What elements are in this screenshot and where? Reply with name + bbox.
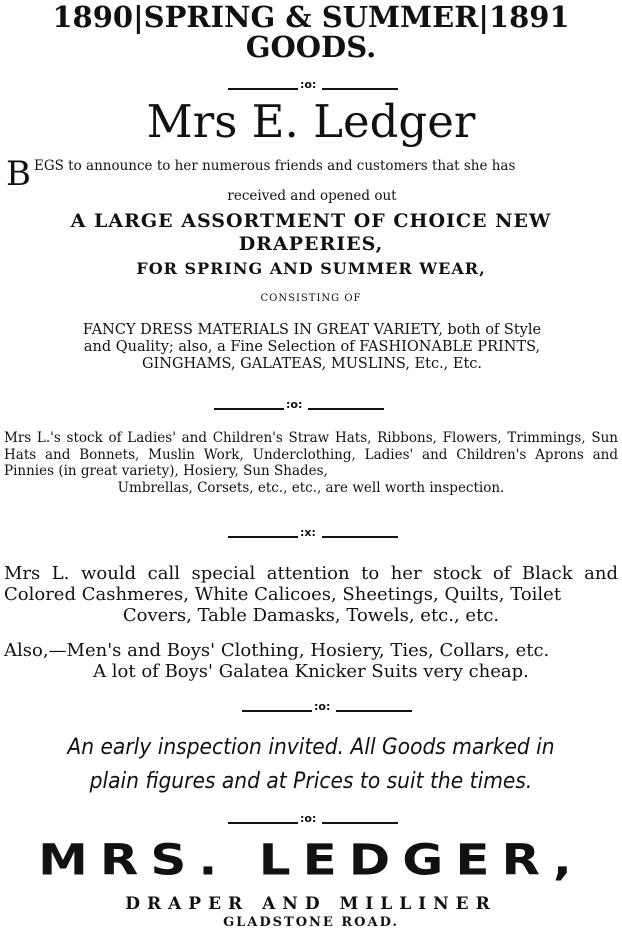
divider-rule bbox=[228, 526, 398, 542]
footer-address: GLADSTONE ROAD. bbox=[223, 915, 399, 930]
attention-body: Mrs L. would call special attention to her stock of Black and Colored Cashmeres, White Calicoes, Sheetings, Quilts, Toilet bbox=[4, 563, 618, 605]
stock-paragraph bbox=[4, 430, 618, 496]
footer-name: MRS. LEDGER, bbox=[38, 835, 584, 885]
header-season: 1890|SPRING & SUMMER|1891 bbox=[52, 0, 570, 34]
divider-rule bbox=[242, 700, 412, 716]
inspection-line-1: An early inspection invited. All Goods marked in bbox=[67, 735, 555, 760]
header-goods: GOODS. bbox=[245, 30, 377, 64]
divider-mark: :o: bbox=[286, 398, 303, 411]
proprietor-name: Mrs E. Ledger bbox=[146, 95, 476, 148]
materials-line-3: GINGHAMS, GALATEAS, MUSLINS, Etc., Etc. bbox=[141, 356, 483, 372]
inspection-line-2: plain figures and at Prices to suit the times. bbox=[89, 769, 533, 794]
attention-last-line: Covers, Table Damasks, Towels, etc., etc. bbox=[122, 605, 500, 626]
also-paragraph bbox=[4, 640, 618, 682]
divider-rule bbox=[228, 812, 398, 828]
divider-rule bbox=[214, 398, 384, 414]
divider-mark: :o: bbox=[300, 812, 317, 825]
divider-mark: :x: bbox=[300, 526, 316, 539]
intro-line-2: received and opened out bbox=[227, 188, 397, 204]
drop-cap: B bbox=[6, 154, 31, 194]
materials-line-2: and Quality; also, a Fine Selection of FASHIONABLE PRINTS, bbox=[83, 339, 541, 355]
materials-line-1: FANCY DRESS MATERIALS IN GREAT VARIETY, both of Style bbox=[82, 322, 542, 338]
inspection-notice bbox=[29, 731, 594, 799]
headline-draperies: DRAPERIES, bbox=[238, 233, 384, 255]
intro-paragraph bbox=[6, 154, 618, 204]
divider-mark: :o: bbox=[300, 78, 317, 91]
divider-rule bbox=[228, 78, 398, 94]
attention-paragraph bbox=[4, 563, 618, 626]
materials-paragraph bbox=[8, 322, 616, 373]
intro-line-1: EGS to announce to her numerous friends and customers that she has bbox=[34, 158, 516, 174]
stock-body: Mrs L.'s stock of Ladies' and Children's Straw Hats, Ribbons, Flowers, Trimmings, Sun Hats and Bonnets, Muslin Work, Underclothing, Ladies' and Children's Aprons and Pinnies (in great variety), Hosiery, Sun Shades, bbox=[4, 430, 618, 479]
headline-spring-summer: FOR SPRING AND SUMMER WEAR, bbox=[136, 259, 486, 278]
also-last-line: A lot of Boys' Galatea Knicker Suits very cheap. bbox=[93, 661, 529, 682]
stock-last-line: Umbrellas, Corsets, etc., etc., are well worth inspection. bbox=[117, 479, 505, 496]
headline-assortment: A LARGE ASSORTMENT OF CHOICE NEW bbox=[70, 210, 552, 232]
divider-mark: :o: bbox=[314, 700, 331, 713]
consisting-of-label: CONSISTING OF bbox=[260, 293, 362, 304]
also-body: Also,—Men's and Boys' Clothing, Hosiery, Ties, Collars, etc. bbox=[4, 640, 550, 661]
footer-trade: DRAPER AND MILLINER bbox=[125, 894, 497, 914]
